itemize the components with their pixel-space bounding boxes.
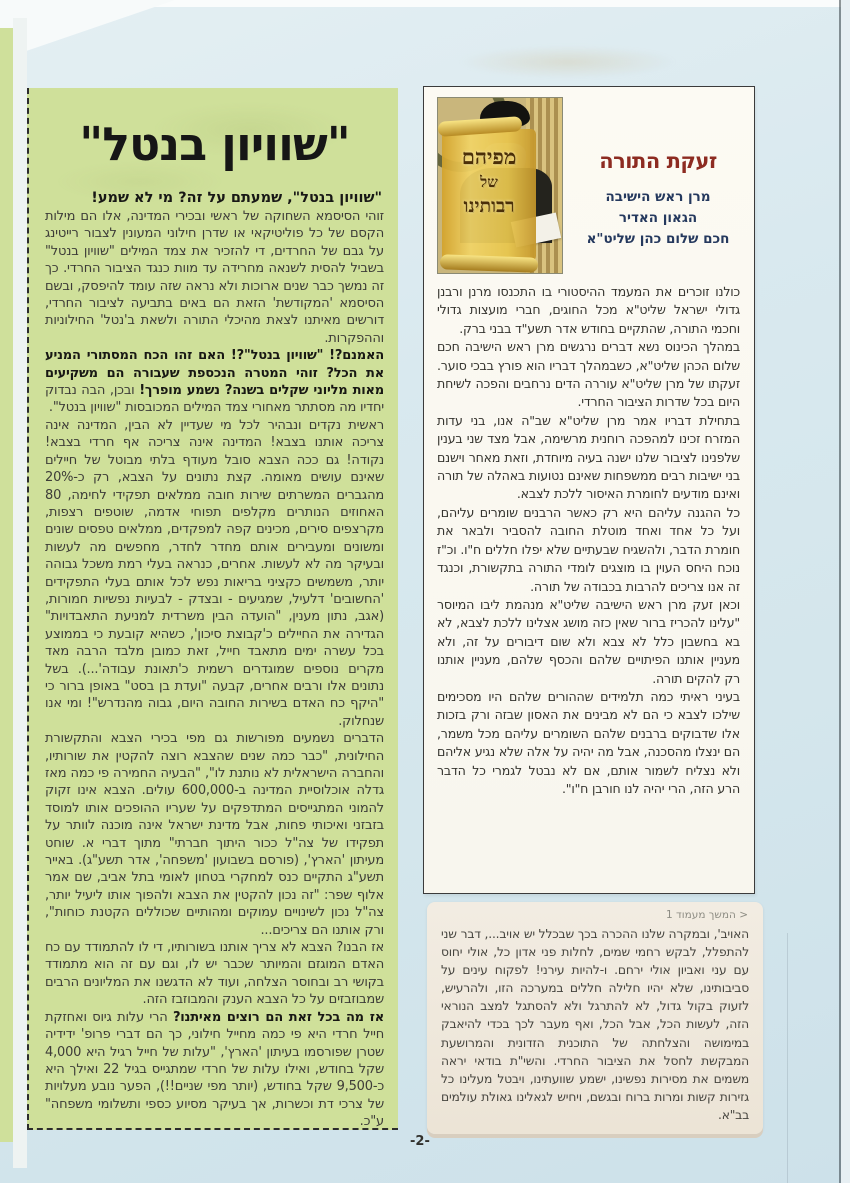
torah-cry-header xyxy=(572,149,744,250)
rabbi-photo xyxy=(437,97,563,274)
article-title: "שוויון בנטל" xyxy=(79,117,350,171)
article-paragraph: הדברים נשמעים מפורשות גם מפי בכירי הצבא והתקשורת החילונית, "כבר כמה שנים שהצבא רוצה להקטין את שורותיו, והחברה הישראלית לא נותנת לו", "הבעיה החמירה פי כמה מאז גדלה אוכלוסיית המדינה ב-600,000 עולים. הצבא אינו זקוק להמוני המתגייסים המתדפקים על שעריו ההופכים אותו למוסד בזבזני ואיכותי פחות, אבל מדינת ישראל אינה מוכנה לוותר על תפקידו של צה"ל ככור היתוך חברתי" מתוך דברי א. שוחט מעיתון 'הארץ', (פורסם בשבועון 'משפחה', אדר תשע"ג). באייר תשע"ג התקיים כנס למחקרי בטחון לאומי בתל אביב, שם אמר אלוף שפר: "זה נכון להקטין את הצבא ולהפוך אותו ליעיל יותר, צה"ל נכון לשינויים עמוקים ומהותיים שכוללים הקטנת כוחות", ורק אותנו הם צריכים... xyxy=(45,731,385,938)
article-lead: "שוויון בנטל", שמעתם על זה? מי לא שמע! xyxy=(91,190,382,206)
torah-cry-subtitle-line: מרן ראש הישיבה xyxy=(605,189,711,205)
article-bold-question: האמנם?! "שוויון בנטל"?! האם זהו הכח המסתורי המניע את הכל? זוהי המטרה הנכספת שעבורה הם משקיעים מאות מליוני שקלים בשנה? נשמע מופרך! xyxy=(45,348,384,399)
torah-cry-body xyxy=(437,283,740,885)
article-paragraph: אז הבנו? הצבא לא צריך אותנו בשורותיו, די לו להתמודד עם כח האדם המוגזם והמיותר שכבר יש לו, וגם עם זה הוא מתמודד בקושי רב ובחוסר הצלחה, ועוד לא הדגשנו את המליונים הרבים שמבוזבזים על כל הצבא הענק והמבוזבז הזה. xyxy=(45,940,384,1008)
scroll-caption-line: של xyxy=(480,173,498,191)
torah-paragraph: בתחילת דבריו אמר מרן שליט"א שב"ה אנו, בני עדות המזרח זכינו למהפכה רוחנית מרשימה, אבל מצד שני בענין שלפנינו לציבור שלנו ישנה בעיה מיוחדת, וזאת מאחר וישנם בני ישיבות רבים ממשפחות שאינם נטועות באהלה של תורה ואינם מודעים לחומרת האיסור ללכת לצבא. xyxy=(437,412,740,502)
article-body xyxy=(45,208,384,1130)
scroll-graphic xyxy=(440,119,538,271)
continuation-label: < המשך מעמוד 1 xyxy=(666,909,748,921)
article-paragraph-text: ובכן, הבה נבדוק יחדיו מה מסתתר מאחורי צמד המילים המכובסות "שוויון בנטל". xyxy=(45,383,384,416)
torah-paragraph: כל ההגנה עליהם היא רק כאשר הרבנים שומרים עליהם, ועל כל אחד ואחד מוטלת החובה להסביר ולבאר את חומרת הדבר, ולהשגיח שבעתיים שלא יפלו חללים ח"ו. וכ"ז נוכח היחס העוין בו מוצגים לומדי התורה בתקשורת, וכנגד זה אנו צריכים להרבות בכבודה של תורה. xyxy=(437,504,740,594)
scroll-bottom-roll xyxy=(440,254,538,272)
page-number: -2- xyxy=(410,1134,430,1149)
article-paragraph xyxy=(45,347,384,417)
continuation-box xyxy=(427,902,763,1134)
torah-paragraph: במהלך הכינוס נשא דברים נרגשים מרן ראש הישיבה חכם שלום הכהן שליט"א, כשבמהלך דבריו הוא פורץ בבכי סוער. זעקתו של מרן שליט"א עוררה הדים נרחבים והפכה לשיחת היום בכל שדרות הציבור החרדי. xyxy=(437,339,740,410)
scroll-caption-line: מפיהם xyxy=(461,144,517,169)
article-bold-question: אז מה בכל זאת הם רוצים מאיתנו? xyxy=(172,1009,384,1025)
torah-cry-subtitle-line: הגאון האדיר xyxy=(618,210,698,226)
article-paragraph: זוהי הסיסמא השחוקה של ראשי ובכירי המדינה, אלו הם מילות הקסם של כל פוליטיקאי או שדרן חילוני המעונין לצבור רייטינג על גבם של החרדים, די להזכיר את צמד המילים "שוויון בנטל" בשביל להסית לשנאה מחרידה עד מוות כנגד הציבור החרדי. כך זה נמשך כבר שנים ארוכות ולא נראה שזה עומד להיפסק, ובשם הסיסמא 'המקודשת' הזאת הם באים בתביעה לציבור החרדי, דורשים מאיתנו לצאת מהיכלי התורה ולשאת ב'נטל' החילוניות וההפקרות. xyxy=(45,209,384,346)
torah-paragraph: כולנו זוכרים את המעמד ההיסטורי בו התכנסו מרנן ורבנן גדולי ישראל שליט"א מכל החוגים, חברי מועצות גדולי וחכמי התורה, שהתקיים בחודש אדר תשע"ד בבני ברק. xyxy=(437,284,740,336)
scroll-caption-line: רבותינו xyxy=(463,195,515,217)
scan-right-margin xyxy=(841,0,850,1183)
torah-cry-title: זעקת התורה xyxy=(599,149,717,173)
page-curl-sliver xyxy=(0,28,13,1142)
article-paragraph xyxy=(45,1009,384,1130)
page-edge-line xyxy=(839,0,841,1183)
page-fold-line xyxy=(787,933,788,1183)
torah-paragraph: בעיני ראיתי כמה תלמידים שההורים שלהם היו מסכימים שילכו לצבא כי הם לא מבינים את האסון שבזה ורק בזכות אלו שדבוקים ברבנים שלהם השומרים עליהם מכל משמר, הם ינצלו מהסכנה, אבל מה יהיה על אלה שלא נגיע אליהם ולא נצליח לשמור אותם, אם לא נבטל לגמרי כל הדבר הרע הזה, הרי יהיה לנו חורבן ח"ו". xyxy=(437,688,740,796)
torah-cry-subtitle-line: חכם שלום כהן שליט"א xyxy=(586,231,730,247)
torah-paragraph: וכאן זעק מרן ראש הישיבה שליט"א מנהמת ליבו המיוסר "עלינו להכריז ברור שאין כזה מושג אצלינו ללכת לצבא, לא בא בחשבון כלל לא צבא ולא שום דיבורים על זה, ולא מעניין אותנו הפיתויים שלהם והכסף שלהם, מעניין אותנו רק להקים תורה. xyxy=(437,596,740,686)
torah-cry-article xyxy=(423,86,755,894)
left-article xyxy=(27,88,398,1130)
scroll-caption xyxy=(440,143,538,219)
article-paragraph: ראשית נקדים ונבהיר לכל מי שעדיין לא הבין, המדינה אינה צריכה אותנו בצבא! המדינה אינה צריכה אף חרדי בצבא! נקודה! גם ככה הצבא סובל מעודף בלתי מבוטל של חיילים שאינם עושים מאומה. קצת נתונים על הצבא, רק כ-20% מהגברים המשרתים שירות חובה ממלאים תפקידי לחימה, 80 האחוזים הנותרים מקלפים תפוחי אדמה, שוטפים רצפות, מקרצפים סירים, מכינים קפה למפקדים, ממלאים טפסים שונים ומשונים ומעבירים אותם מחדר לחדר, מחפשים מה לעשות ובעיקר מה לא לעשות. אחרים, כנראה בעלי רמת משכל גבוהה יותר, משמשים כקציני בריאות נפש לכל אותם בעלי התפקידים 'החשובים' דלעיל, שמגיעים - ובצדק - לבעיות נפשיות חמורות, (אגב, נתון מענין, "הועדה הבין משרדית למניעת התאבדויות" הגדירה את החיילים כ'קבוצת סיכון', כשהיא קובעת כי בממוצע בכל עשרה ימים מתאבד חייל, זאת כמובן מלבד הרבה מאד מקרים נוספים שמוגדרים רשמית כ'תאונת עבודה'...). בשל נתונים אלו ורבים אחרים, קבעה "ועדת בן בסט" באופן ברור כי "היקף כח האדם בשירות החובה היום, גבוה מהנדרש"! ומי אנו שנחלוק. xyxy=(45,417,384,729)
continuation-text: האויב', ובמקרה שלנו ההכרה בכך שבכלל יש אויב..., דבר שני להתפלל, לבקש רחמי שמים, לחלות פני אדון כל, אולי יחוס עם עני ואביון אולי ירחם. ו-להיות עירני! לפקוח עינים על סביבותינו, שלא יהיו חלילה חללים במערכה הזו, ולהרעיש, לזעוק בקול גדול, לא להתרגל ולא להסתגל למצב הנוראי הזה, לעשות הכל, אבל הכל, ואף מעבר לכך בכדי להיאבק במימושה והצלחתה של התוכנית הזדונית והמרושעת המבקשת לחסל את הציבור החרדי. והשי"ת בודאי יראה משמים את מסירות נפשינו, ישמע שוועתינו, ויבטל מעלינו כל גזירות קשות ומרות ברוח ובגשם, ויחיש לגאלינו גאולת עולמים בב"א. xyxy=(441,927,749,1122)
scan-gap-strip xyxy=(13,18,27,1168)
ink-bleedthrough xyxy=(460,46,675,78)
article-paragraph-text: הרי עלות גיוס ואחזקת חייל חרדי היא פי כמה מחייל חילוני, כך הם דברי פרופ' ידידיה שטרן שפורסמו בעיתון 'הארץ', "עלות של חייל רגיל היא 4,000 שקל בחודש, ואילו עלות של חרדי שמתגייס בגיל 22 ואילך היא כ-9,500 שקל בחודש, (יותר מפי שניים!!), הפער נובע מעלויות של צרכי דת וכשרות, אך בעיקר מסיוע כספי ותשלומי משפחה" ע"כ. xyxy=(45,1009,384,1130)
